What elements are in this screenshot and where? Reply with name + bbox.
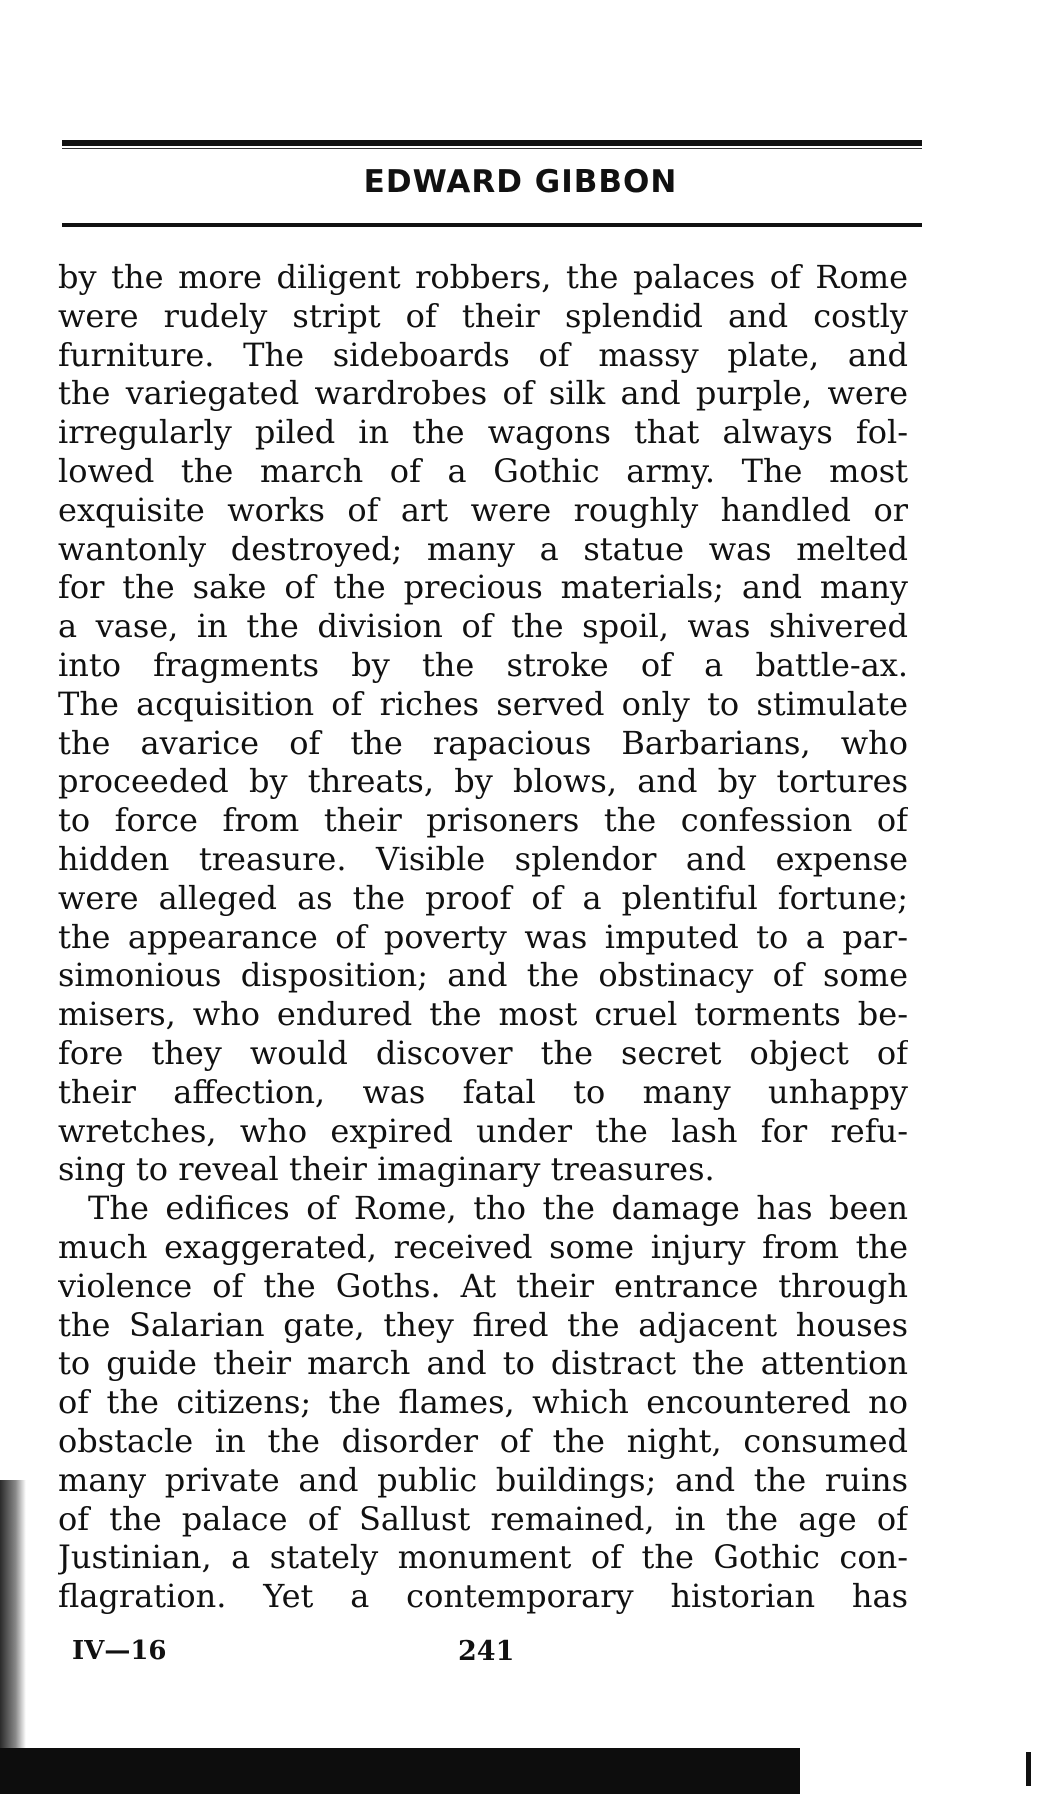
text-line: obstacle in the disorder of the night, consumed: [58, 1421, 908, 1460]
text-line: fore they would discover the secret object of: [58, 1033, 908, 1072]
text-line: to guide their march and to distract the attention: [58, 1344, 908, 1383]
text-line: the appearance of poverty was imputed to a par-: [58, 917, 908, 956]
header-rule: [62, 223, 922, 227]
text-line: misers, who endured the most cruel torments be-: [58, 995, 908, 1034]
text-line: sing to reveal their imaginary treasures.: [58, 1150, 715, 1189]
text-line: many private and public buildings; and the ruins: [58, 1460, 908, 1499]
text-line: furniture. The sideboards of massy plate, and: [58, 335, 908, 374]
text-line: their affection, was fatal to many unhappy: [58, 1072, 908, 1111]
scan-edge-mark: [1026, 1752, 1031, 1786]
text-line: the Salarian gate, they fired the adjacent houses: [58, 1305, 908, 1344]
text-line: a vase, in the division of the spoil, was shivered: [58, 607, 908, 646]
text-line: exquisite works of art were roughly handled or: [58, 490, 908, 529]
text-line: The acquisition of riches served only to stimulate: [58, 684, 908, 723]
text-line: simonious disposition; and the obstinacy of some: [58, 956, 908, 995]
text-line: to force from their prisoners the confession of: [58, 801, 908, 840]
text-line: irregularly piled in the wagons that always fol-: [58, 413, 908, 452]
running-head: EDWARD GIBBON: [363, 164, 678, 200]
text-line: by the more diligent robbers, the palaces of Rome: [58, 258, 908, 296]
page-number: 241: [458, 1636, 515, 1667]
text-line: for the sake of the precious materials; and many: [58, 568, 908, 607]
text-line: the variegated wardrobes of silk and purple, were: [58, 374, 908, 413]
text-line: flagration. Yet a contemporary historian has: [58, 1577, 908, 1616]
text-line: into fragments by the stroke of a battle-ax.: [58, 645, 908, 684]
body-text: [58, 258, 908, 1616]
text-line: were alleged as the proof of a plentiful fortune;: [58, 878, 908, 917]
text-line: violence of the Goths. At their entrance through: [58, 1266, 908, 1305]
text-line: of the palace of Sallust remained, in the age of: [58, 1499, 908, 1538]
text-line: the avarice of the rapacious Barbarians, who: [58, 723, 908, 762]
text-line: were rudely stript of their splendid and costly: [58, 296, 908, 335]
text-line: wantonly destroyed; many a statue was melted: [58, 529, 908, 568]
scan-edge-shadow: [0, 1480, 26, 1780]
top-rule-thin: [62, 148, 922, 149]
top-rule: [62, 140, 922, 146]
scan-bottom-bar: [0, 1748, 800, 1794]
text-line: lowed the march of a Gothic army. The most: [58, 451, 908, 490]
text-line: wretches, who expired under the lash for refu-: [58, 1111, 908, 1150]
text-line: hidden treasure. Visible splendor and expense: [58, 839, 908, 878]
text-line: Justinian, a stately monument of the Gothic con-: [58, 1538, 908, 1577]
text-line: much exaggerated, received some injury from the: [58, 1227, 908, 1266]
signature-mark: IV—16: [72, 1636, 167, 1666]
text-line: of the citizens; the flames, which encountered no: [58, 1383, 908, 1422]
text-line: proceeded by threats, by blows, and by tortures: [58, 762, 908, 801]
text-line: The edifices of Rome, tho the damage has been: [88, 1189, 908, 1228]
